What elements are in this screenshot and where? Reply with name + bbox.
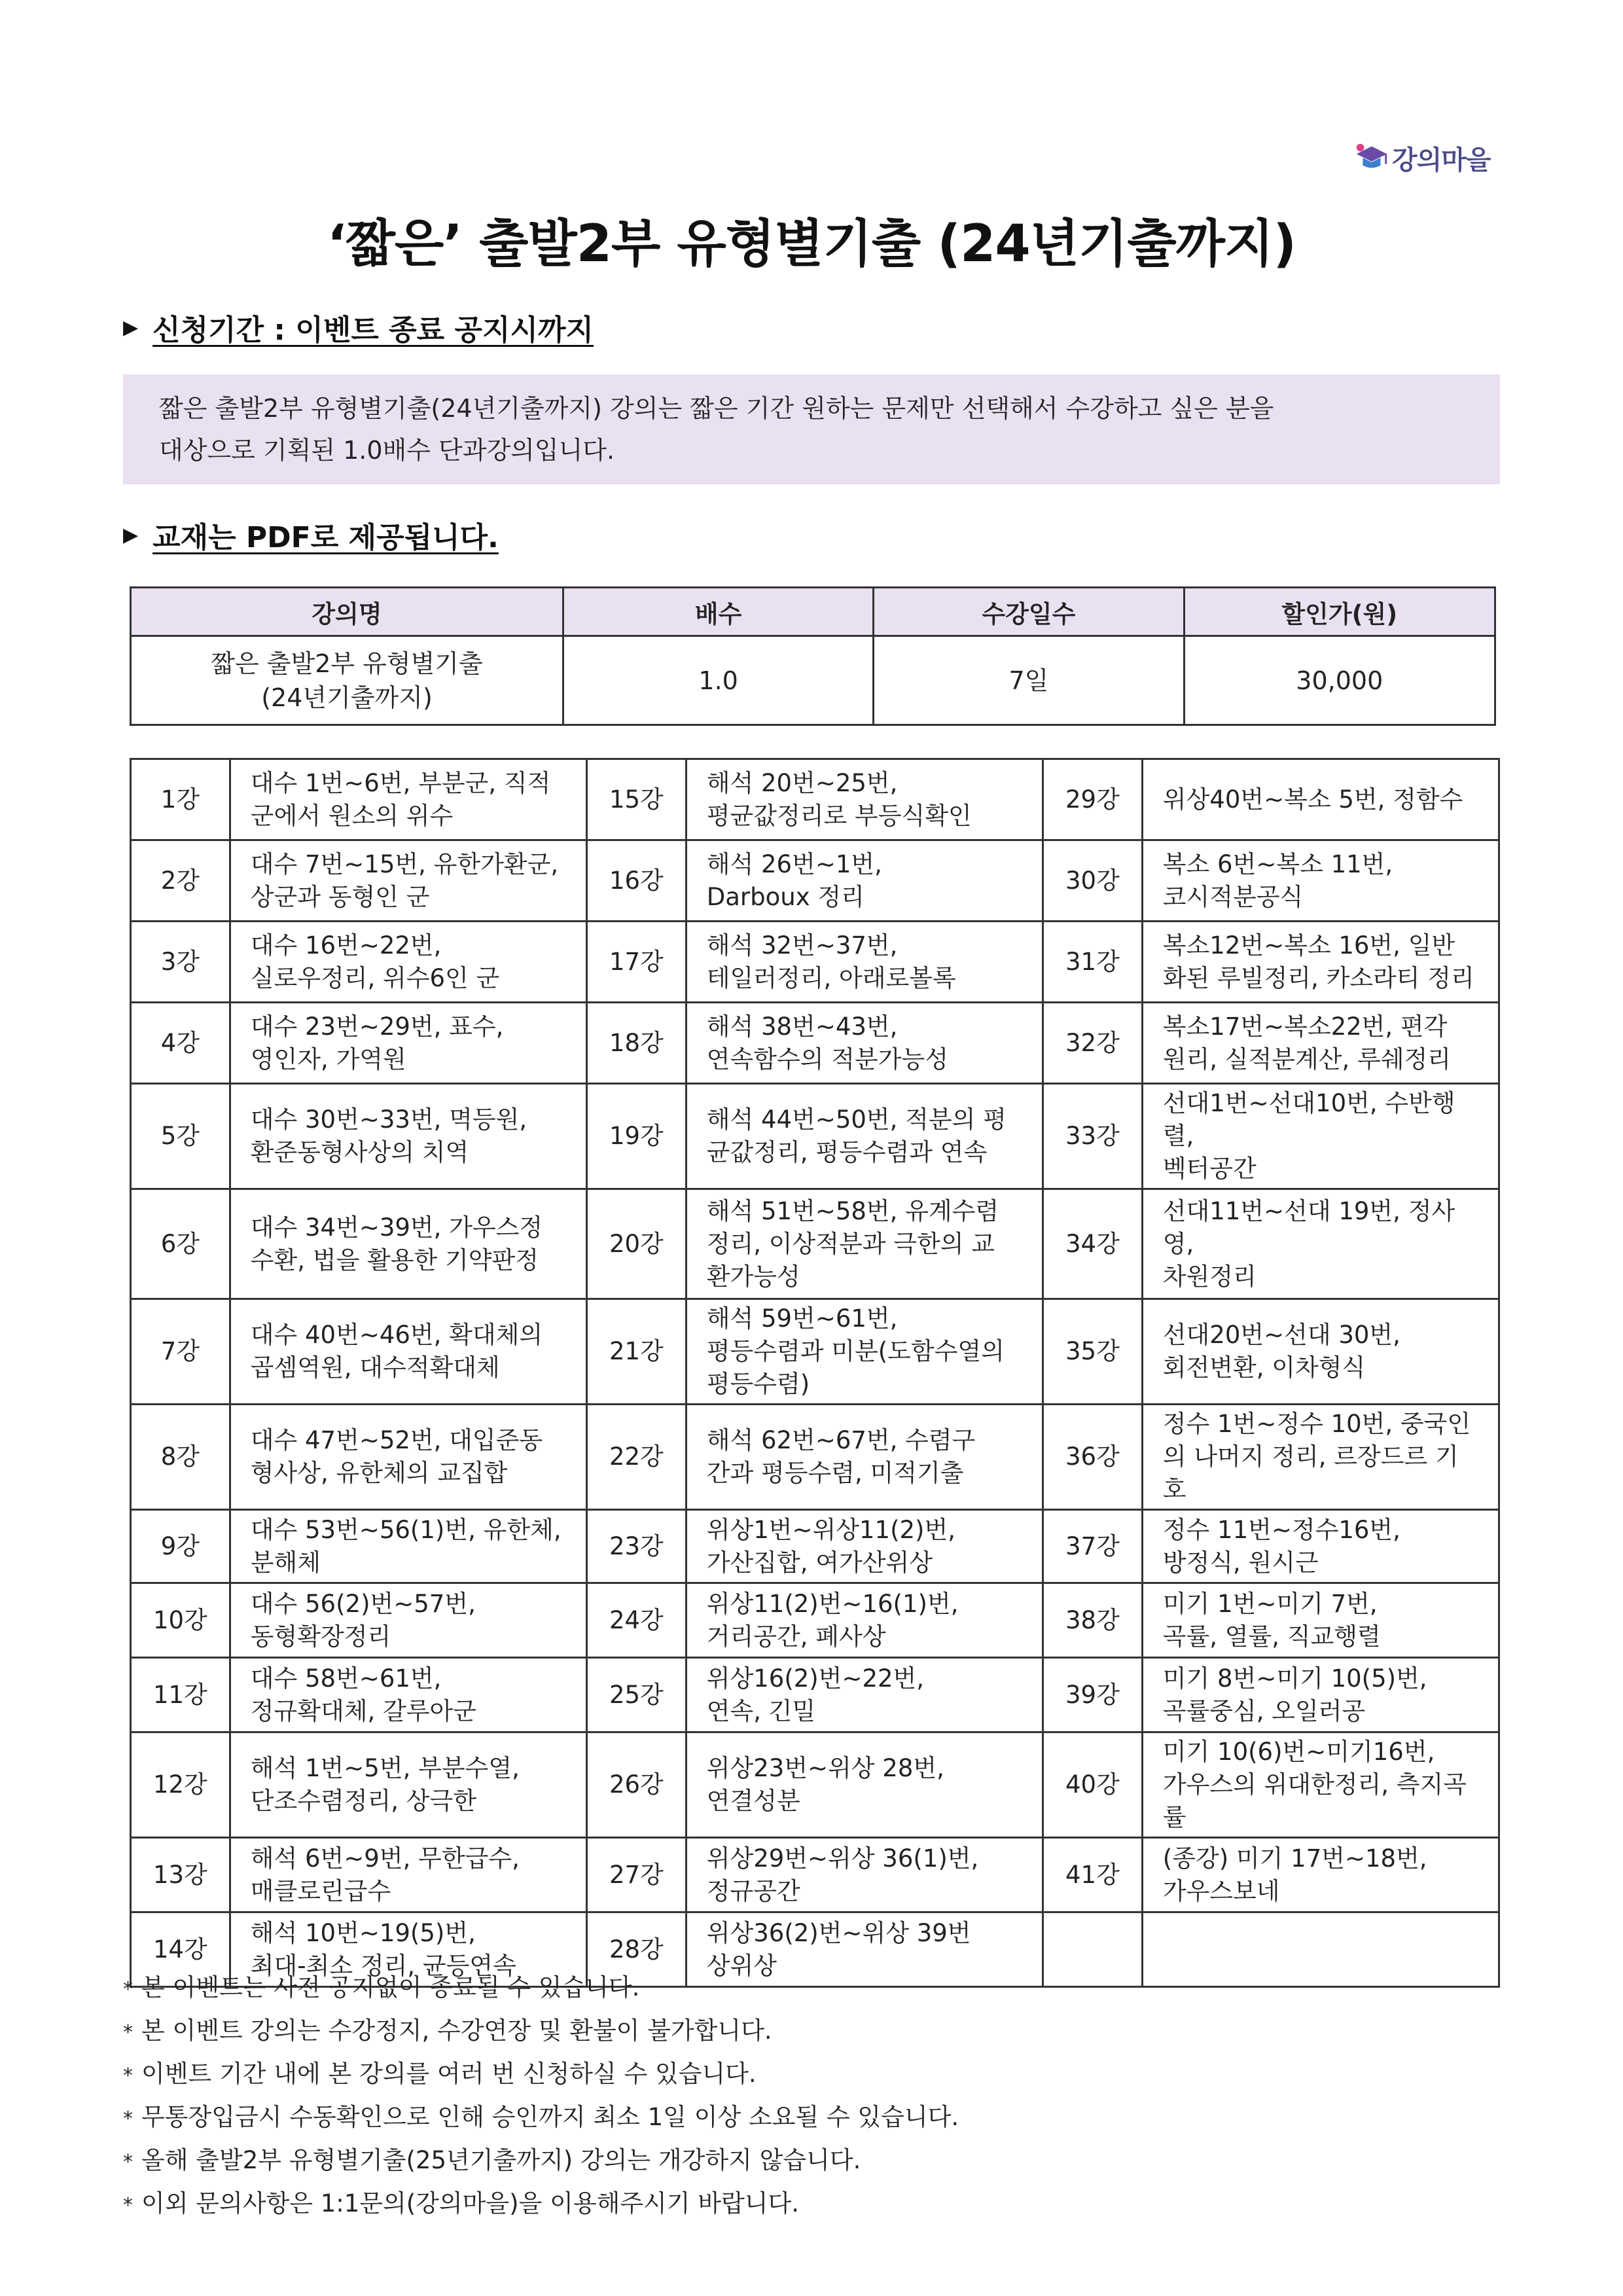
lecture-number: 41강 [1043, 1838, 1143, 1912]
lecture-number: 33강 [1043, 1084, 1143, 1189]
lecture-description [230, 1732, 586, 1838]
lecture-description [686, 1084, 1043, 1189]
footnote-item [123, 2010, 959, 2053]
lecture-number: 38강 [1043, 1583, 1143, 1658]
lecture-description-line: 미기 10(6)번~미기16번, [1162, 1738, 1435, 1766]
lecture-number: 19강 [586, 1084, 686, 1189]
lecture-number: 11강 [131, 1658, 230, 1732]
lecture-description-line: 균값정리, 평등수렴과 연속 [706, 1138, 988, 1166]
footnote-item [123, 1967, 959, 2010]
lecture-description-line: 대수 47번~52번, 대입준동 [250, 1426, 543, 1454]
days-cell: 7일 [874, 636, 1184, 725]
lecture-description-line: 대수 16번~22번, [250, 931, 442, 960]
lecture-description [230, 1299, 586, 1405]
lecture-description-line: 회전변환, 이차형식 [1162, 1354, 1366, 1382]
lecture-description-line: 대수 40번~46번, 확대체의 [250, 1321, 543, 1349]
lecture-description-line: 정리, 이상적분과 극한의 교 [706, 1229, 995, 1258]
lecture-description-line: 위상36(2)번~위상 39번 [706, 1918, 971, 1947]
lecture-description [686, 1510, 1043, 1583]
footnote-text: 이벤트 기간 내에 본 강의를 여러 번 신청하실 수 있습니다. [141, 2060, 757, 2088]
lecture-description-line: 해석 10번~19(5)번, [250, 1918, 476, 1947]
table-row [131, 1084, 1499, 1189]
lecture-number: 32강 [1043, 1003, 1143, 1084]
price-table-row [131, 636, 1495, 725]
footnote-text: 이외 문의사항은 1:1문의(강의마을)을 이용해주시기 바랍니다. [141, 2189, 800, 2217]
lecture-description-line: 분해체 [250, 1548, 321, 1577]
lecture-description [686, 1299, 1043, 1405]
lecture-number: 25강 [586, 1658, 686, 1732]
lecture-description [1142, 1732, 1499, 1838]
lecture-description-line: 대수 23번~29번, 표수, [250, 1012, 504, 1041]
lecture-description [230, 1510, 586, 1583]
textbook-label: 교재는 PDF로 제공됩니다. [152, 521, 499, 554]
lecture-description [1142, 1405, 1499, 1510]
lecture-description-line: 대수 1번~6번, 부분군, 직적 [250, 768, 551, 797]
lecture-description [230, 922, 586, 1003]
lecture-number: 40강 [1043, 1732, 1143, 1838]
lecture-description-line: 가우스보네 [1162, 1876, 1280, 1905]
period-label: 신청기간 : 이벤트 종료 공지시까지 [152, 314, 594, 347]
header-multiplier: 배수 [563, 588, 873, 636]
lecture-number: 16강 [586, 840, 686, 922]
lecture-description-line: 평균값정리로 부등식확인 [706, 801, 972, 830]
asterisk-bullet-icon: * [123, 1978, 133, 2001]
lecture-number: 1강 [131, 759, 230, 840]
lecture-description-line: 위상11(2)번~16(1)번, [706, 1589, 959, 1618]
lecture-description-line: 대수 53번~56(1)번, 유한체, [250, 1515, 562, 1544]
price-table-header-row [131, 588, 1495, 636]
lecture-schedule-table [130, 758, 1500, 1988]
lecture-description-line: 의 나머지 정리, 르장드르 기호 [1162, 1443, 1459, 1503]
lecture-description-line: 상군과 동형인 군 [250, 882, 430, 911]
lecture-description-line: 매클로린급수 [250, 1876, 391, 1905]
lecture-description-line: 해석 26번~1번, [706, 850, 882, 878]
footnote-item [123, 2183, 959, 2226]
table-row [131, 1299, 1499, 1405]
lecture-description [230, 1405, 586, 1510]
lecture-description-line: 대수 34번~39번, 가우스정 [250, 1213, 543, 1242]
lecture-description [686, 1838, 1043, 1912]
lecture-number: 2강 [131, 840, 230, 922]
lecture-description-line: 간과 평등수렴, 미적기출 [706, 1459, 964, 1487]
course-description-line2: 대상으로 기획된 1.0배수 단과강의입니다. [159, 436, 615, 465]
table-row [131, 1732, 1499, 1838]
lecture-number: 4강 [131, 1003, 230, 1084]
lecture-number: 26강 [586, 1732, 686, 1838]
lecture-number: 10강 [131, 1583, 230, 1658]
table-row [131, 1583, 1499, 1658]
table-row [131, 1003, 1499, 1084]
lecture-description-line: 해석 32번~37번, [706, 931, 898, 960]
lecture-number: 14강 [131, 1912, 230, 1987]
course-name-line1: 짧은 출발2부 유형별기출 [211, 649, 483, 678]
table-row [131, 1658, 1499, 1732]
lecture-description-line: 곱셈역원, 대수적확대체 [250, 1354, 500, 1382]
lecture-description-line: 화된 루빌정리, 카소라티 정리 [1162, 963, 1474, 992]
lecture-description [686, 1732, 1043, 1838]
period-heading [123, 306, 594, 348]
lecture-description-line: 실로우정리, 위수6인 군 [250, 963, 500, 992]
lecture-description [1142, 840, 1499, 922]
footnote-item [123, 2096, 959, 2140]
page-title: ‘짧은’ 출발2부 유형별기출 (24년기출까지) [327, 215, 1296, 274]
lecture-description-line: 선대20번~선대 30번, [1162, 1321, 1400, 1349]
lecture-description-line: 해석 20번~25번, [706, 768, 898, 797]
lecture-description [1142, 1838, 1499, 1912]
lecture-description-line: 미기 1번~미기 7번, [1162, 1589, 1378, 1618]
lecture-description [230, 1658, 586, 1732]
textbook-heading [123, 514, 499, 556]
lecture-description [1142, 1189, 1499, 1299]
lecture-description [1142, 1510, 1499, 1583]
lecture-number: 36강 [1043, 1405, 1143, 1510]
table-row [131, 1189, 1499, 1299]
lecture-description-line: 거리공간, 폐사상 [706, 1622, 886, 1651]
lecture-description [686, 1583, 1043, 1658]
triangle-bullet-icon: ▶ [123, 315, 139, 339]
multiplier-cell: 1.0 [563, 636, 873, 725]
lecture-description-line: 정수 11번~정수16번, [1162, 1515, 1400, 1544]
lecture-description-line: 해석 51번~58번, 유계수렴 [706, 1196, 999, 1225]
graduation-cap-icon [1351, 139, 1389, 177]
lecture-number: 31강 [1043, 922, 1143, 1003]
lecture-number: 37강 [1043, 1510, 1143, 1583]
lecture-description [1142, 1084, 1499, 1189]
lecture-description-line: 해석 6번~9번, 무한급수, [250, 1844, 520, 1873]
lecture-number: 8강 [131, 1405, 230, 1510]
header-course-name: 강의명 [131, 588, 563, 636]
lecture-number: 17강 [586, 922, 686, 1003]
lecture-description-line: 수환, 법을 활용한 기약판정 [250, 1246, 539, 1274]
lecture-description-line: 위상16(2)번~22번, [706, 1664, 925, 1693]
lecture-number: 30강 [1043, 840, 1143, 922]
lecture-description-line: 원리, 실적분계산, 루쉐정리 [1162, 1045, 1452, 1073]
lecture-description [686, 759, 1043, 840]
lecture-description [686, 1658, 1043, 1732]
lecture-description-line: 복소 6번~복소 11번, [1162, 850, 1393, 878]
lecture-number: 39강 [1043, 1658, 1143, 1732]
lecture-description [686, 922, 1043, 1003]
brand-logo[interactable] [1351, 136, 1522, 179]
lecture-description [686, 1003, 1043, 1084]
lecture-description-line: 동형확장정리 [250, 1622, 391, 1651]
lecture-description-line: 가산집합, 여가산위상 [706, 1548, 933, 1577]
footnote-text: 올해 출발2부 유형별기출(25년기출까지) 강의는 개강하지 않습니다. [141, 2146, 861, 2174]
lecture-description [1142, 1583, 1499, 1658]
lecture-description-line: 상위상 [706, 1951, 777, 1980]
table-row [131, 1405, 1499, 1510]
lecture-number: 15강 [586, 759, 686, 840]
table-row [131, 922, 1499, 1003]
lecture-number: 28강 [586, 1912, 686, 1987]
lecture-description-line: 평등수렴과 미분(도함수열의 [706, 1337, 1005, 1365]
footnote-text: 본 이벤트는 사전 공지없이 종료될 수 있습니다. [141, 1973, 640, 2001]
lecture-description-line: 복소17번~복소22번, 편각 [1162, 1012, 1448, 1041]
lecture-description-line: 환가능성 [706, 1262, 800, 1291]
lecture-description-line: 위상23번~위상 28번, [706, 1754, 944, 1782]
lecture-description [1142, 759, 1499, 840]
header-price: 할인가(원) [1184, 588, 1495, 636]
footnotes [123, 1967, 959, 2226]
lecture-description-line: 위상1번~위상11(2)번, [706, 1515, 955, 1544]
lecture-description-line: 복소12번~복소 16번, 일반 [1162, 931, 1455, 960]
lecture-description-line: 곡률중심, 오일러공 [1162, 1696, 1366, 1725]
lecture-description-line: 연결성분 [706, 1787, 800, 1815]
course-name-cell [131, 636, 563, 725]
lecture-description-line: 차원정리 [1162, 1262, 1257, 1291]
lecture-description [686, 1405, 1043, 1510]
lecture-description-line: 연속함수의 적분가능성 [706, 1045, 948, 1073]
triangle-bullet-icon: ▶ [123, 523, 139, 547]
footnote-text: 무통장입금시 수동확인으로 인해 승인까지 최소 1일 이상 소요될 수 있습니다. [141, 2103, 959, 2131]
course-description-box [123, 374, 1500, 484]
lecture-number: 34강 [1043, 1189, 1143, 1299]
lecture-number [1043, 1912, 1143, 1987]
lecture-description-line: 선대1번~선대10번, 수반행렬, [1162, 1089, 1455, 1150]
lecture-description-line: 해석 59번~61번, [706, 1304, 898, 1333]
lecture-description-line: 평등수렴) [706, 1370, 810, 1398]
lecture-number: 6강 [131, 1189, 230, 1299]
asterisk-bullet-icon: * [123, 2064, 133, 2087]
lecture-description-line: 정규확대체, 갈루아군 [250, 1696, 476, 1725]
table-row [131, 1838, 1499, 1912]
lecture-number: 7강 [131, 1299, 230, 1405]
lecture-description [230, 1084, 586, 1189]
lecture-number: 20강 [586, 1189, 686, 1299]
lecture-description-line: 대수 56(2)번~57번, [250, 1589, 476, 1618]
lecture-description-line: 미기 8번~미기 10(5)번, [1162, 1664, 1427, 1693]
footnote-text: 본 이벤트 강의는 수강정지, 수강연장 및 환불이 불가합니다. [141, 2017, 772, 2045]
lecture-number: 12강 [131, 1732, 230, 1838]
lecture-description-line: 단조수렴정리, 상극한 [250, 1787, 476, 1815]
lecture-description [230, 840, 586, 922]
lecture-number: 35강 [1043, 1299, 1143, 1405]
lecture-description-line: 연속, 긴밀 [706, 1696, 816, 1725]
lecture-description-line: 곡률, 열률, 직교행렬 [1162, 1622, 1381, 1651]
lecture-description-line: (종강) 미기 17번~18번, [1162, 1844, 1427, 1873]
header-days: 수강일수 [874, 588, 1184, 636]
course-description-line1: 짧은 출발2부 유형별기출(24년기출까지) 강의는 짧은 기간 원하는 문제만 선택해서 수강하고 싶은 분을 [159, 394, 1274, 423]
lecture-number: 24강 [586, 1583, 686, 1658]
lecture-number: 21강 [586, 1299, 686, 1405]
footnote-item [123, 2053, 959, 2096]
lecture-description [230, 1189, 586, 1299]
table-row [131, 759, 1499, 840]
lecture-description [686, 840, 1043, 922]
lecture-description [1142, 1299, 1499, 1405]
lecture-description [230, 1838, 586, 1912]
lecture-description-line: 대수 30번~33번, 멱등원, [250, 1105, 527, 1134]
lecture-description-line: 테일러정리, 아래로볼록 [706, 963, 956, 992]
lecture-description-line: 최대-최소 정리, 균등연속 [250, 1951, 516, 1980]
lecture-description [230, 1003, 586, 1084]
lecture-description-line: 위상29번~위상 36(1)번, [706, 1844, 979, 1873]
lecture-number: 29강 [1043, 759, 1143, 840]
lecture-description [230, 759, 586, 840]
lecture-number: 27강 [586, 1838, 686, 1912]
lecture-description-line: Darboux 정리 [706, 882, 865, 911]
table-row [131, 1510, 1499, 1583]
lecture-number: 13강 [131, 1838, 230, 1912]
price-cell: 30,000 [1184, 636, 1495, 725]
lecture-description-line: 코시적분공식 [1162, 882, 1304, 911]
table-row [131, 840, 1499, 922]
lecture-number: 18강 [586, 1003, 686, 1084]
lecture-description-line: 해석 44번~50번, 적분의 평 [706, 1105, 1007, 1134]
logo-text: 강의마을 [1392, 145, 1491, 175]
lecture-description [1142, 1658, 1499, 1732]
lecture-description-line: 해석 38번~43번, [706, 1012, 898, 1041]
asterisk-bullet-icon: * [123, 2021, 133, 2044]
lecture-number: 3강 [131, 922, 230, 1003]
asterisk-bullet-icon: * [123, 2108, 133, 2130]
lecture-description [230, 1583, 586, 1658]
lecture-description-line: 벡터공간 [1162, 1155, 1257, 1183]
price-table [130, 586, 1496, 726]
lecture-number: 22강 [586, 1405, 686, 1510]
lecture-description-line: 위상40번~복소 5번, 정함수 [1162, 785, 1463, 814]
lecture-description-line: 대수 58번~61번, [250, 1664, 442, 1693]
lecture-description-line: 군에서 원소의 위수 [250, 801, 454, 830]
lecture-description-line: 선대11번~선대 19번, 정사영, [1162, 1196, 1455, 1258]
lecture-number: 5강 [131, 1084, 230, 1189]
lecture-description-line: 가우스의 위대한정리, 측지곡률 [1162, 1770, 1467, 1831]
asterisk-bullet-icon: * [123, 2151, 133, 2174]
lecture-description [1142, 1912, 1499, 1987]
lecture-description-line: 대수 7번~15번, 유한가환군, [250, 850, 559, 878]
lecture-number: 23강 [586, 1510, 686, 1583]
lecture-description-line: 해석 1번~5번, 부분수열, [250, 1754, 520, 1782]
lecture-description [1142, 922, 1499, 1003]
footnote-item [123, 2140, 959, 2183]
lecture-description-line: 해석 62번~67번, 수렴구 [706, 1426, 976, 1454]
lecture-description-line: 정수 1번~정수 10번, 중국인 [1162, 1410, 1471, 1438]
lecture-description [686, 1189, 1043, 1299]
lecture-description-line: 영인자, 가역원 [250, 1045, 406, 1073]
lecture-description-line: 환준동형사상의 치역 [250, 1138, 469, 1166]
lecture-description-line: 방정식, 원시근 [1162, 1548, 1319, 1577]
lecture-description-line: 정규공간 [706, 1876, 800, 1905]
lecture-number: 9강 [131, 1510, 230, 1583]
lecture-description-line: 형사상, 유한체의 교집합 [250, 1459, 508, 1487]
course-name-line2: (24년기출까지) [261, 683, 433, 712]
lecture-description [1142, 1003, 1499, 1084]
asterisk-bullet-icon: * [123, 2194, 133, 2217]
